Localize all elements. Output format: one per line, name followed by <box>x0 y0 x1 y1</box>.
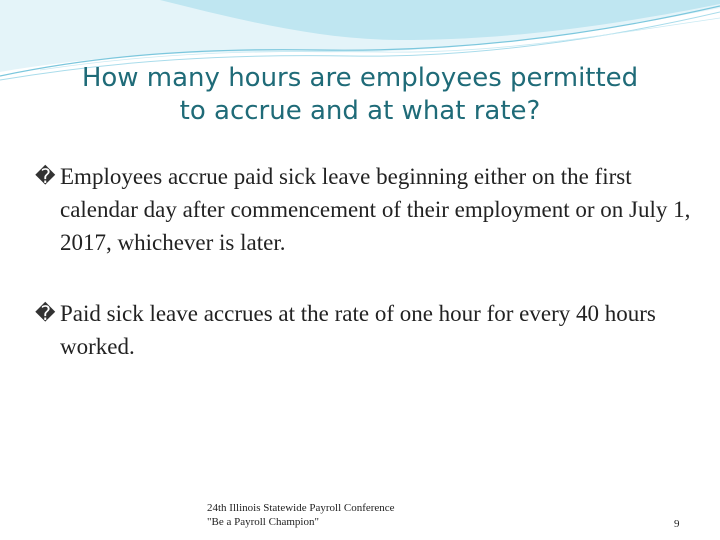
page-number: 9 <box>674 518 680 530</box>
bullet-item <box>35 160 695 259</box>
slide-title-line-1: How many hours are employees permitted <box>81 63 639 93</box>
bullet-list <box>35 160 695 363</box>
footer-text <box>207 501 395 529</box>
footer-conference-name: 24th Illinois Statewide Payroll Conference <box>207 502 395 514</box>
bullet-marker-icon: � <box>35 301 56 325</box>
bullet-item <box>35 297 695 363</box>
slide-title-line-2: to accrue and at what rate? <box>179 96 541 126</box>
footer-tagline: "Be a Payroll Champion" <box>207 516 319 528</box>
bullet-text: Paid sick leave accrues at the rate of one hour for every 40 hours worked. <box>60 301 656 359</box>
bullet-marker-icon: � <box>35 164 56 188</box>
bullet-text: Employees accrue paid sick leave beginning either on the first calendar day after commencement of their employment or on July 1, 2017, whichever is later. <box>60 164 691 255</box>
slide-title <box>20 62 700 128</box>
